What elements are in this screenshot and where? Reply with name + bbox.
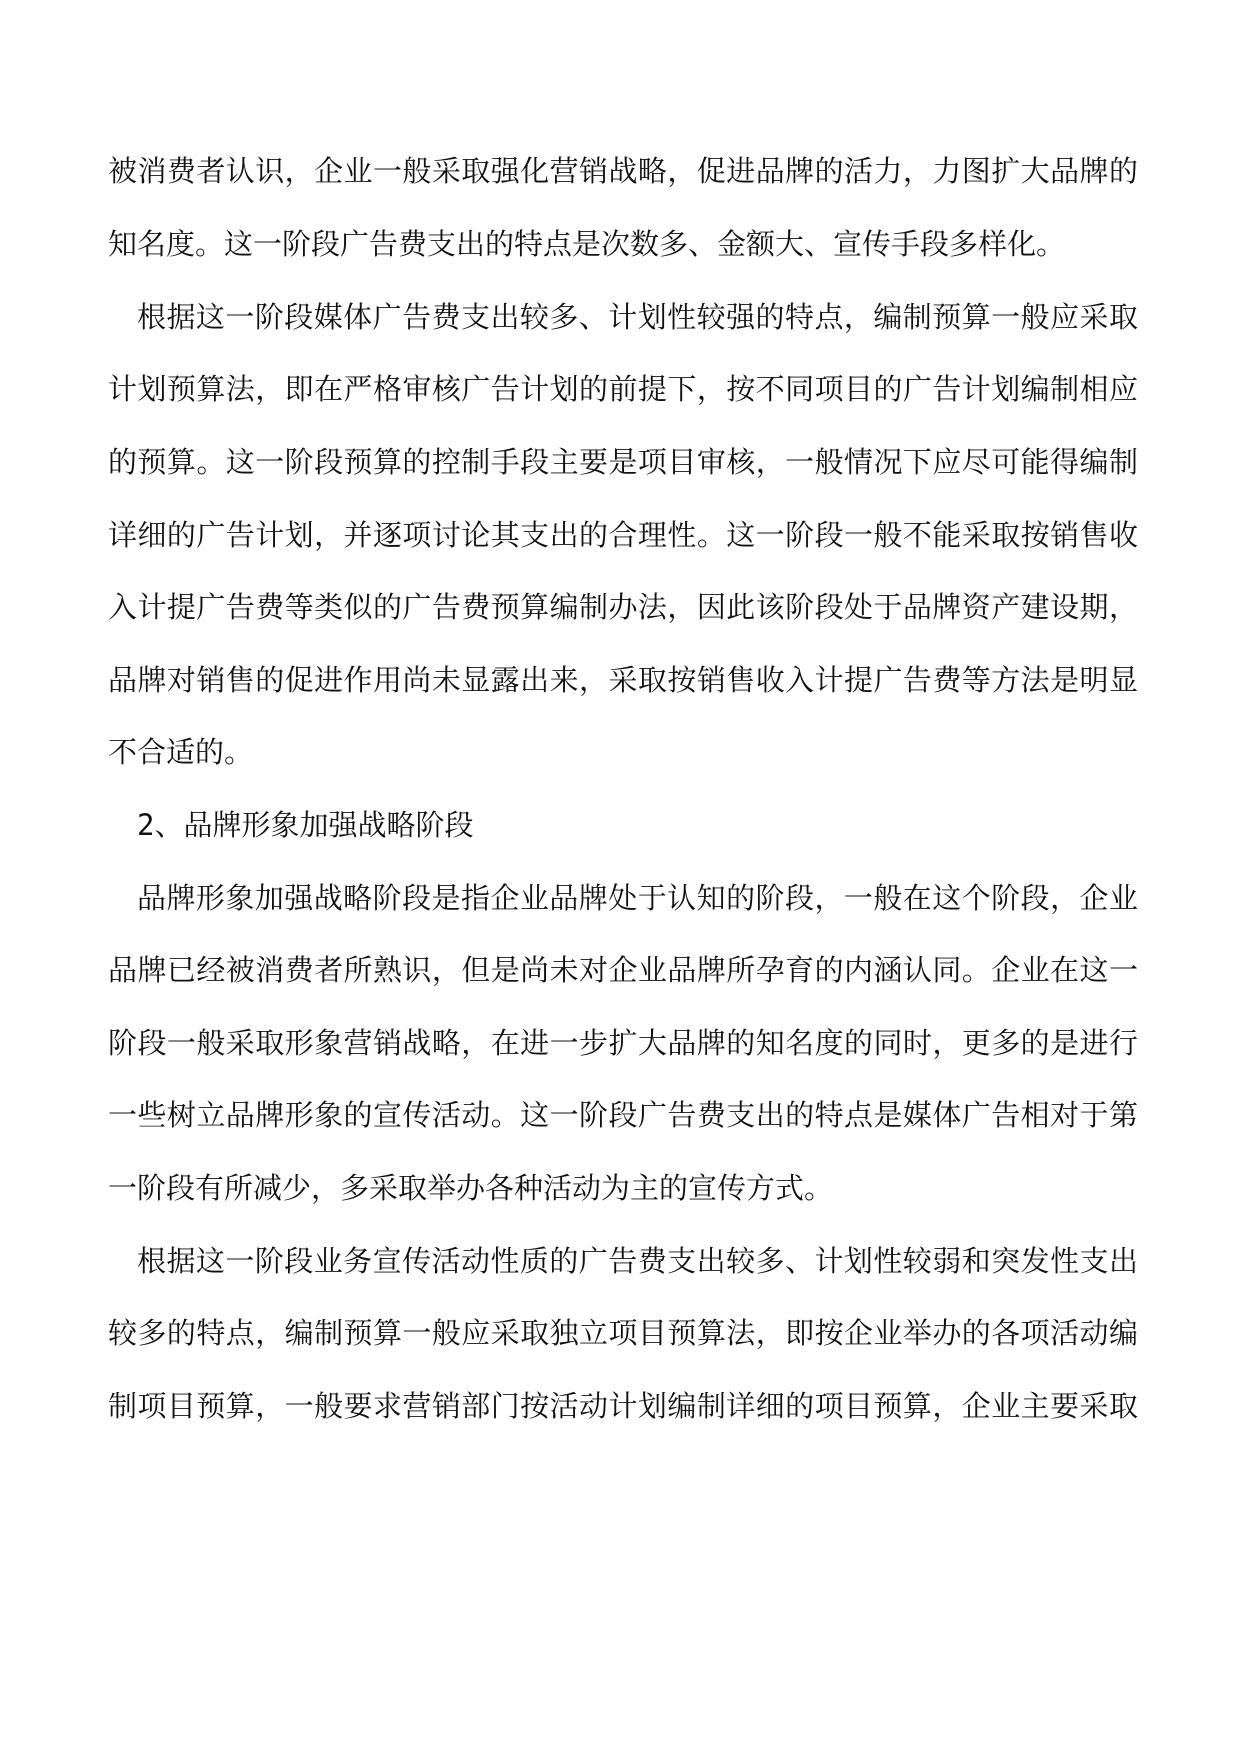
paragraph-line: 一阶段有所减少，多采取举办各种活动为主的宣传方式。: [108, 1171, 834, 1205]
paragraph-line: 知名度。这一阶段广告费支出的特点是次数多、金额大、宣传手段多样化。: [108, 227, 1066, 261]
paragraph-line: 较多的特点，编制预算一般应采取独立项目预算法，即按企业举办的各项活动编: [108, 1316, 1138, 1350]
paragraph-line: 入计提广告费等类似的广告费预算编制办法，因此该阶段处于品牌资产建设期，: [108, 590, 1138, 624]
paragraph-line: 被消费者认识，企业一般采取强化营销战略，促进品牌的活力，力图扩大品牌的: [108, 154, 1138, 188]
paragraph-line: 根据这一阶段媒体广告费支出较多、计划性较强的特点，编制预算一般应采取: [137, 300, 1138, 334]
paragraph-line: 一些树立品牌形象的宣传活动。这一阶段广告费支出的特点是媒体广告相对于第: [108, 1098, 1138, 1132]
paragraph-line: 阶段一般采取形象营销战略，在进一步扩大品牌的知名度的同时，更多的是进行: [108, 1026, 1138, 1060]
paragraph-line: 制项目预算，一般要求营销部门按活动计划编制详细的项目预算，企业主要采取: [108, 1389, 1138, 1423]
paragraph-line: 计划预算法，即在严格审核广告计划的前提下，按不同项目的广告计划编制相应: [108, 372, 1138, 406]
paragraph-line: 详细的广告计划，并逐项讨论其支出的合理性。这一阶段一般不能采取按销售收: [108, 518, 1138, 552]
paragraph-line: 品牌对销售的促进作用尚未显露出来，采取按销售收入计提广告费等方法是明显: [108, 663, 1138, 697]
paragraph-line: 的预算。这一阶段预算的控制手段主要是项目审核，一般情况下应尽可能得编制: [108, 445, 1138, 479]
paragraph-line: 品牌已经被消费者所熟识，但是尚未对企业品牌所孕育的内涵认同。企业在这一: [108, 953, 1138, 987]
paragraph-line: 根据这一阶段业务宣传活动性质的广告费支出较多、计划性较弱和突发性支出: [137, 1244, 1138, 1278]
paragraph-line: 品牌形象加强战略阶段是指企业品牌处于认知的阶段，一般在这个阶段，企业: [137, 881, 1138, 915]
section-heading: 2、品牌形象加强战略阶段: [137, 808, 474, 842]
paragraph-line: 不合适的。: [108, 735, 254, 769]
